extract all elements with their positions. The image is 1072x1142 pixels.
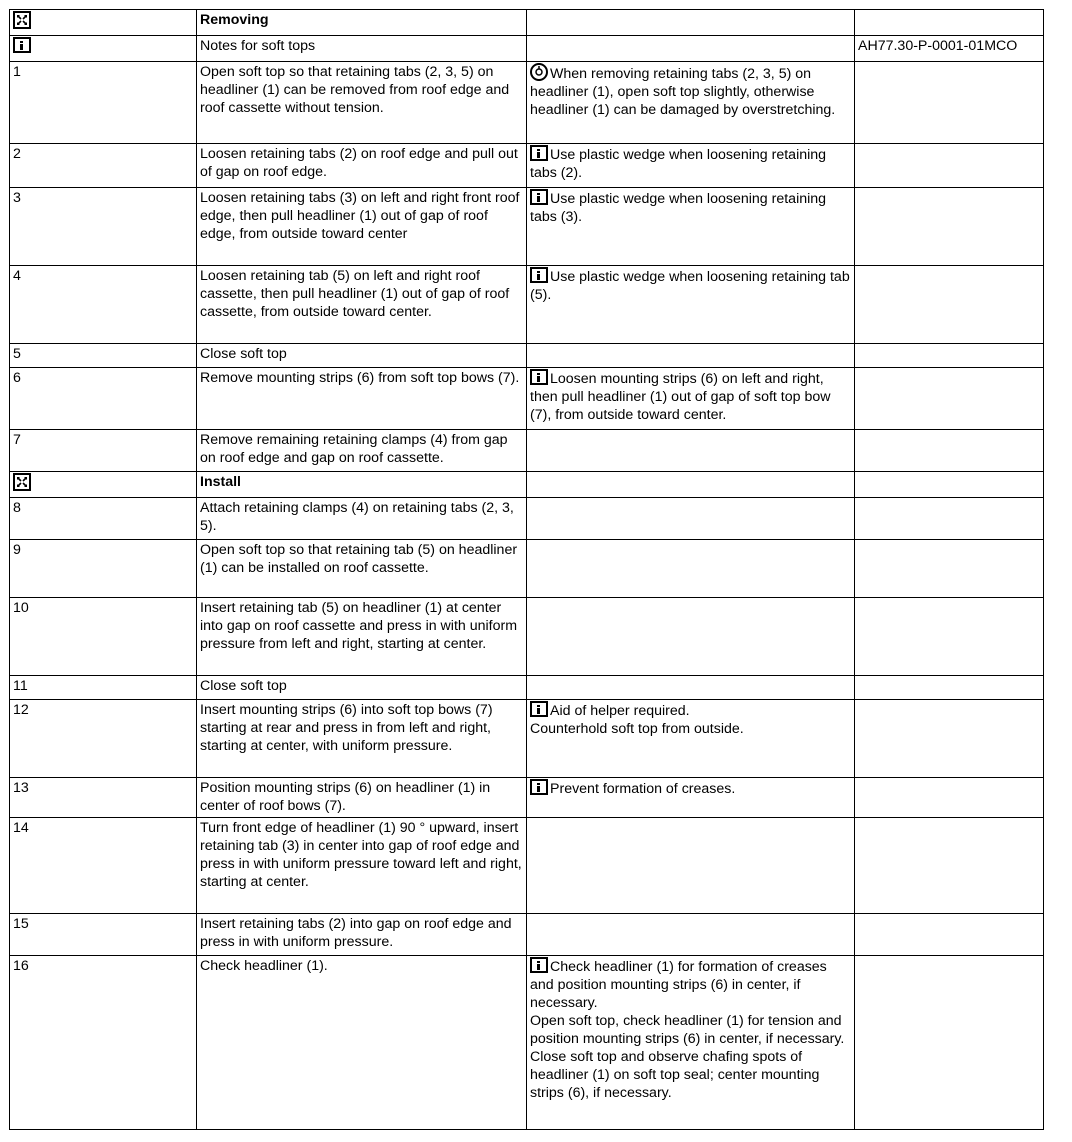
table-row	[10, 266, 1044, 344]
note-cell	[527, 62, 855, 144]
note-cell	[527, 498, 855, 540]
step-instruction: Loosen retaining tabs (3) on left and right front roof edge, then pull headliner (1) out of gap of roof edge, from outside toward center	[197, 188, 527, 266]
note-cell	[527, 472, 855, 498]
table-row	[10, 818, 1044, 914]
info-icon	[530, 779, 548, 795]
note-cell	[527, 10, 855, 36]
step-number: 9	[10, 540, 197, 598]
step-instruction: Loosen retaining tab (5) on left and right roof cassette, then pull headliner (1) out of gap of roof cassette, from outside toward center.	[197, 266, 527, 344]
table-row	[10, 472, 1044, 498]
step-number: 1	[10, 62, 197, 144]
reference-cell	[855, 676, 1044, 700]
step-instruction: Insert mounting strips (6) into soft top bows (7) starting at rear and press in from left and right, starting at center, with uniform pressure.	[197, 700, 527, 778]
reference-cell	[855, 188, 1044, 266]
reference-cell	[855, 778, 1044, 818]
step-note: Close soft top and observe chafing spots of headliner (1) on soft top seal; center mounting strips (6), if necessary.	[530, 1049, 820, 1101]
step-note: When removing retaining tabs (2, 3, 5) on headliner (1), open soft top slightly, otherwise headliner (1) can be damaged by overstretching.	[530, 66, 836, 118]
table-row	[10, 188, 1044, 266]
step-note: Open soft top, check headliner (1) for tension and position mounting strips (6) in center, if necessary.	[530, 1013, 845, 1047]
section-title-install: Install	[197, 472, 527, 498]
note-cell	[527, 344, 855, 368]
info-icon	[530, 145, 548, 161]
note-cell	[527, 818, 855, 914]
note-cell	[527, 144, 855, 188]
step-number: 7	[10, 430, 197, 472]
step-number: 3	[10, 188, 197, 266]
step-instruction: Open soft top so that retaining tabs (2, 3, 5) on headliner (1) can be removed from roof edge and roof cassette without tension.	[197, 62, 527, 144]
step-instruction: Loosen retaining tabs (2) on roof edge and pull out of gap on roof edge.	[197, 144, 527, 188]
note-cell	[527, 700, 855, 778]
table-row	[10, 598, 1044, 676]
table-row	[10, 956, 1044, 1130]
reference-cell	[855, 472, 1044, 498]
step-number: 5	[10, 344, 197, 368]
note-cell	[527, 914, 855, 956]
info-icon	[530, 369, 548, 385]
step-number-cell	[10, 10, 197, 36]
table-row	[10, 368, 1044, 430]
reference-cell	[855, 430, 1044, 472]
note-cell	[527, 188, 855, 266]
reference-cell	[855, 62, 1044, 144]
step-note: Counterhold soft top from outside.	[530, 721, 744, 737]
info-icon	[13, 37, 31, 53]
reference-cell	[855, 956, 1044, 1130]
reference-cell	[855, 700, 1044, 778]
table-row	[10, 344, 1044, 368]
note-cell	[527, 676, 855, 700]
step-number: 6	[10, 368, 197, 430]
reference-cell	[855, 10, 1044, 36]
step-instruction: Remove remaining retaining clamps (4) from gap on roof edge and gap on roof cassette.	[197, 430, 527, 472]
caution-icon	[530, 63, 548, 81]
procedure-table	[9, 9, 1044, 1130]
tool-icon	[13, 473, 31, 491]
notes-title: Notes for soft tops	[197, 36, 527, 62]
step-number: 4	[10, 266, 197, 344]
table-row	[10, 36, 1044, 62]
reference-cell	[855, 266, 1044, 344]
step-note: Use plastic wedge when loosening retaining tabs (2).	[530, 147, 827, 181]
step-number: 16	[10, 956, 197, 1130]
step-instruction: Check headliner (1).	[197, 956, 527, 1130]
note-cell	[527, 956, 855, 1130]
step-number: 8	[10, 498, 197, 540]
step-instruction: Open soft top so that retaining tab (5) on headliner (1) can be installed on roof cassette.	[197, 540, 527, 598]
step-note: Prevent formation of creases.	[550, 781, 736, 797]
note-cell	[527, 368, 855, 430]
step-instruction: Position mounting strips (6) on headliner (1) in center of roof bows (7).	[197, 778, 527, 818]
step-number-cell	[10, 472, 197, 498]
reference-link[interactable]: AH77.30-P-0001-01MCO	[855, 36, 1044, 62]
table-row	[10, 498, 1044, 540]
note-cell	[527, 430, 855, 472]
step-number: 15	[10, 914, 197, 956]
step-instruction: Turn front edge of headliner (1) 90 ° upward, insert retaining tab (3) in center into gap of roof edge and press in with uniform pressure toward left and right, starting at center.	[197, 818, 527, 914]
note-cell	[527, 36, 855, 62]
table-row	[10, 430, 1044, 472]
step-number: 11	[10, 676, 197, 700]
step-instruction: Insert retaining tab (5) on headliner (1) at center into gap on roof cassette and press in with uniform pressure from left and right, starting at center.	[197, 598, 527, 676]
step-instruction: Close soft top	[197, 344, 527, 368]
info-icon	[530, 267, 548, 283]
table-row	[10, 676, 1044, 700]
step-number: 12	[10, 700, 197, 778]
reference-cell	[855, 368, 1044, 430]
step-note: Use plastic wedge when loosening retaining tab (5).	[530, 269, 850, 303]
step-note: Use plastic wedge when loosening retaining tabs (3).	[530, 191, 827, 225]
step-number: 14	[10, 818, 197, 914]
tool-icon	[13, 11, 31, 29]
reference-cell	[855, 344, 1044, 368]
table-row	[10, 540, 1044, 598]
step-number: 10	[10, 598, 197, 676]
note-cell	[527, 598, 855, 676]
table-row	[10, 778, 1044, 818]
table-row	[10, 914, 1044, 956]
step-instruction: Remove mounting strips (6) from soft top bows (7).	[197, 368, 527, 430]
table-row	[10, 700, 1044, 778]
table-row	[10, 144, 1044, 188]
step-instruction: Insert retaining tabs (2) into gap on roof edge and press in with uniform pressure.	[197, 914, 527, 956]
info-icon	[530, 189, 548, 205]
step-instruction: Close soft top	[197, 676, 527, 700]
step-number: 2	[10, 144, 197, 188]
table-row	[10, 62, 1044, 144]
step-instruction: Attach retaining clamps (4) on retaining tabs (2, 3, 5).	[197, 498, 527, 540]
reference-cell	[855, 598, 1044, 676]
step-note: Aid of helper required.	[550, 703, 690, 719]
info-icon	[530, 701, 548, 717]
reference-cell	[855, 498, 1044, 540]
reference-cell	[855, 144, 1044, 188]
section-title-removing: Removing	[197, 10, 527, 36]
table-row	[10, 10, 1044, 36]
note-cell	[527, 778, 855, 818]
note-cell	[527, 540, 855, 598]
step-note: Check headliner (1) for formation of creases and position mounting strips (6) in center, if necessary.	[530, 959, 827, 1011]
reference-cell	[855, 818, 1044, 914]
reference-cell	[855, 914, 1044, 956]
reference-cell	[855, 540, 1044, 598]
step-note: Loosen mounting strips (6) on left and right, then pull headliner (1) out of gap of soft top bow (7), from outside toward center.	[530, 371, 831, 423]
step-number: 13	[10, 778, 197, 818]
step-number-cell	[10, 36, 197, 62]
info-icon	[530, 957, 548, 973]
note-cell	[527, 266, 855, 344]
